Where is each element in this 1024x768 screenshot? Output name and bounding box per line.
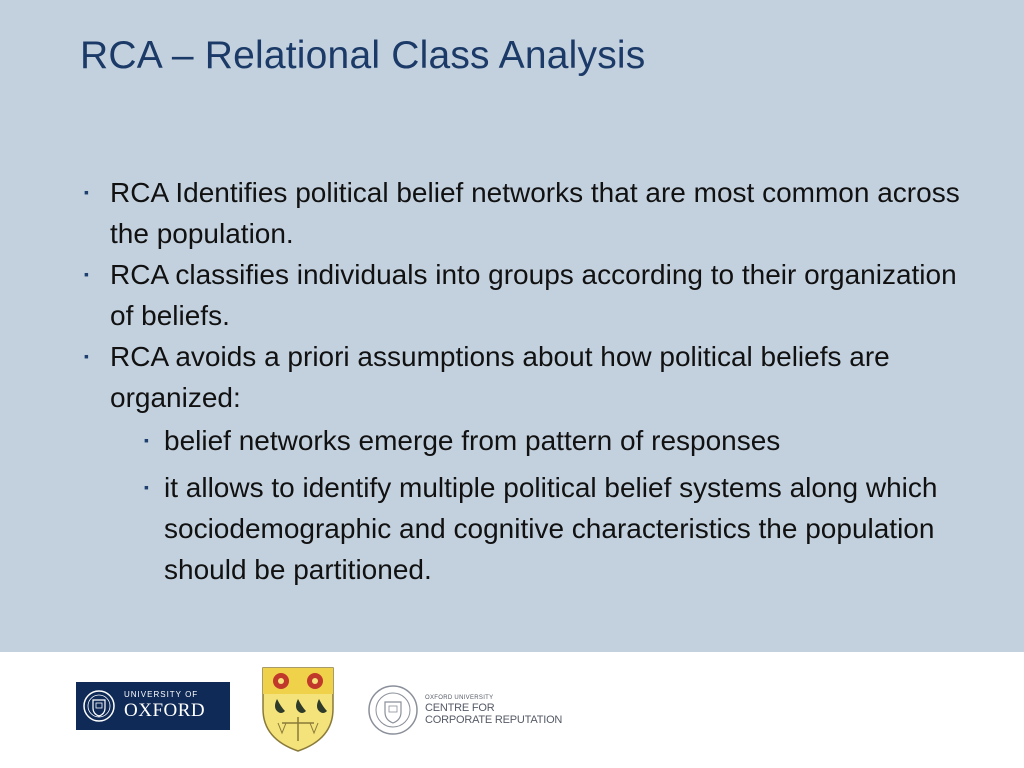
ccr-logo: [367, 680, 567, 740]
oxford-logo: [76, 682, 230, 730]
bullet-icon: ▪: [144, 479, 149, 495]
sub-bullet-item: [80, 420, 960, 461]
oxford-crest-icon: [82, 689, 116, 723]
sub-bullet-text: it allows to identify multiple political belief systems along which sociodemographic and cognitive characteristics the population should be partitioned.: [164, 472, 938, 585]
bullet-text: RCA Identifies political belief networks that are most common across the population.: [110, 177, 960, 249]
ccr-logo-line2: CENTRE FOR: [425, 702, 495, 714]
bullet-text: RCA avoids a priori assumptions about how political beliefs are organized:: [110, 341, 890, 413]
bullet-icon: ▪: [84, 184, 89, 200]
oxford-logo-line2: OXFORD: [124, 700, 206, 721]
oxford-logo-text: [124, 690, 205, 722]
ccr-seal-icon: [367, 684, 419, 736]
sub-bullet-text: belief networks emerge from pattern of responses: [164, 425, 781, 456]
bullet-item: [80, 336, 960, 418]
sub-bullet-item: [80, 467, 960, 590]
bullet-item: [80, 172, 960, 254]
ccr-logo-line3: CORPORATE REPUTATION: [425, 714, 563, 726]
bullet-list: [80, 172, 960, 418]
oxford-logo-line1: UNIVERSITY OF: [124, 690, 199, 699]
sub-bullet-list: [80, 420, 960, 590]
bullet-icon: ▪: [84, 266, 89, 282]
bullet-item: [80, 254, 960, 336]
ccr-logo-line1: OXFORD UNIVERSITY: [425, 695, 494, 701]
ccr-logo-text: [425, 694, 562, 726]
slide-title: RCA – Relational Class Analysis: [80, 34, 646, 77]
slide-content: [80, 172, 960, 596]
college-shield-icon: [260, 665, 336, 753]
bullet-icon: ▪: [84, 348, 89, 364]
bullet-icon: ▪: [144, 432, 149, 448]
bullet-text: RCA classifies individuals into groups according to their organization of beliefs.: [110, 259, 957, 331]
